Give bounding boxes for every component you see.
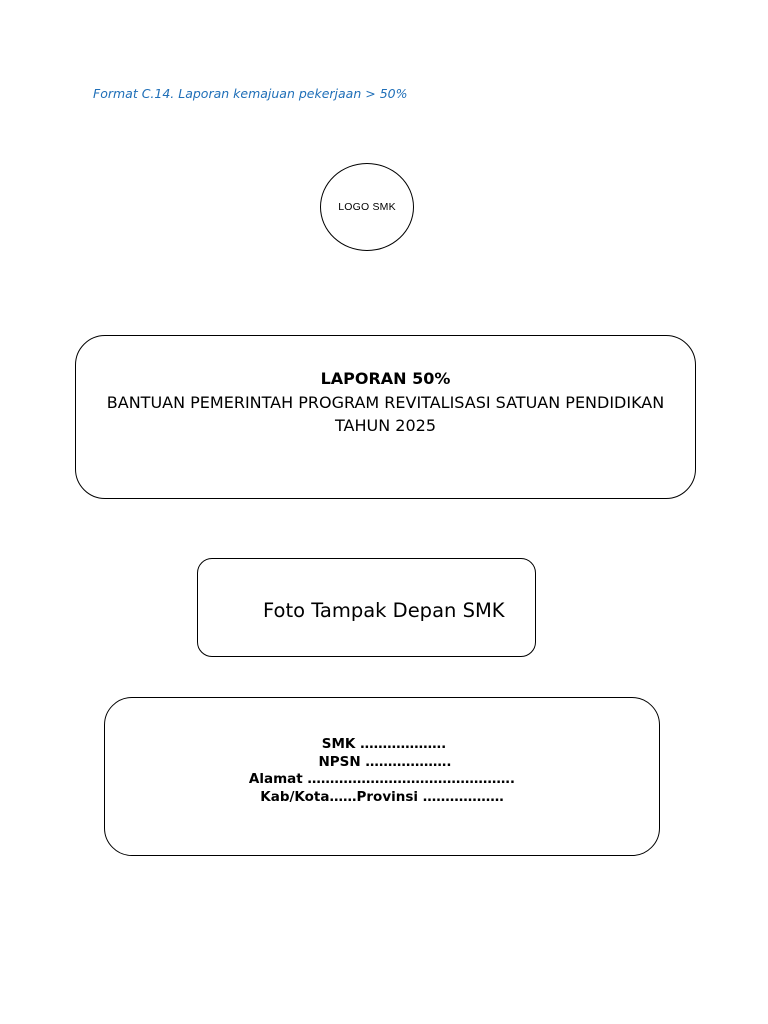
school-name-line: SMK ………………. <box>321 736 447 752</box>
logo-placeholder-label: LOGO SMK <box>338 201 396 213</box>
report-title-box <box>75 335 696 499</box>
address-line: Alamat ………………………………………. <box>248 771 516 787</box>
school-info-lines <box>105 736 659 806</box>
city-province-line: Kab/Kota……Provinsi ……………… <box>260 788 504 805</box>
logo-placeholder <box>320 163 414 251</box>
front-photo-placeholder <box>197 558 536 657</box>
report-title: LAPORAN 50% <box>320 369 451 388</box>
format-caption: Format C.14. Laporan kemajuan pekerjaan > 50% <box>93 86 408 101</box>
npsn-line: NPSN ………………. <box>318 753 452 770</box>
school-info-box <box>104 697 660 856</box>
report-subtitle: BANTUAN PEMERINTAH PROGRAM REVITALISASI SATUAN PENDIDIKAN TAHUN 2025 <box>106 393 665 435</box>
front-photo-label: Foto Tampak Depan SMK <box>263 599 505 622</box>
